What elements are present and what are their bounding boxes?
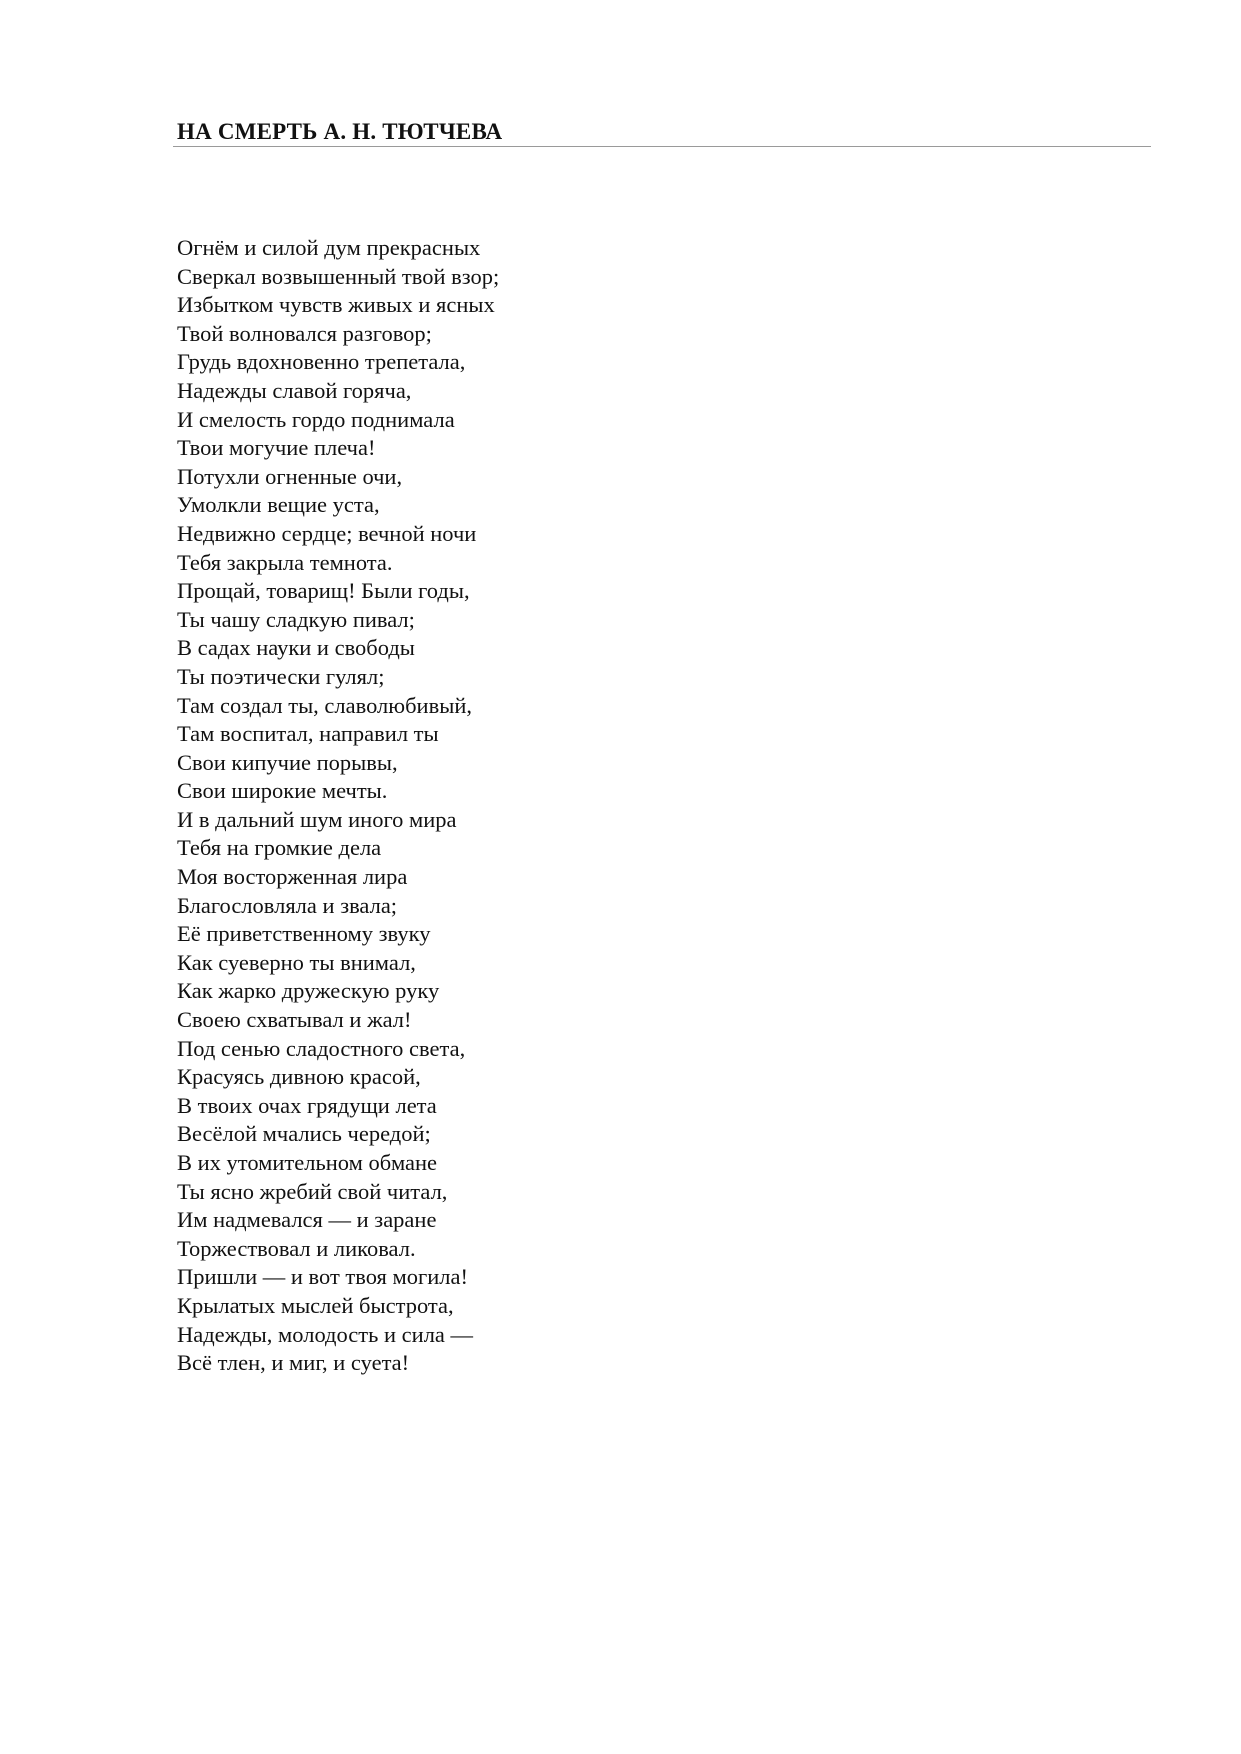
poem-line: Как суеверно ты внимал, <box>177 949 416 975</box>
poem-line: В садах науки и свободы <box>177 635 415 661</box>
poem-line: Недвижно сердце; вечной ночи <box>177 520 477 546</box>
poem-line: Торжествовал и ликовал. <box>177 1235 416 1261</box>
poem-line: В твоих очах грядущи лета <box>177 1092 437 1118</box>
poem-line: Пришли — и вот твоя могила! <box>177 1264 468 1290</box>
poem-line: Свои кипучие порывы, <box>177 749 398 775</box>
poem-line: Всё тлен, и миг, и суета! <box>177 1350 410 1376</box>
poem-line: Под сенью сладостного света, <box>177 1035 466 1061</box>
poem-line: Твой волновался разговор; <box>177 320 432 346</box>
poem-line: Весёлой мчались чередой; <box>177 1121 431 1147</box>
poem-line: Прощай, товарищ! Были годы, <box>177 578 470 604</box>
poem-line: Надежды славой горяча, <box>177 377 412 403</box>
poem-line: Тебя на громкие дела <box>177 835 382 861</box>
poem-body <box>177 234 499 1378</box>
poem-line: Там воспитал, направил ты <box>177 721 439 747</box>
poem-line: Её приветственному звуку <box>177 921 431 947</box>
title-underline <box>173 146 1151 147</box>
poem-line: Огнём и силой дум прекрасных <box>177 235 481 260</box>
poem-line: Своею схватывал и жал! <box>177 1007 412 1033</box>
poem-line: Ты чашу сладкую пивал; <box>177 606 415 632</box>
poem-line: Надежды, молодость и сила — <box>177 1321 474 1347</box>
poem-line: Моя восторженная лира <box>177 864 408 890</box>
poem-line: И смелость гордо поднимала <box>177 406 455 432</box>
poem-line: Там создал ты, славолюбивый, <box>177 692 472 718</box>
poem-line: В их утомительном обмане <box>177 1150 438 1175</box>
poem-line: Сверкал возвышенный твой взор; <box>177 263 500 289</box>
poem-line: Ты поэтически гулял; <box>177 663 385 689</box>
poem-line: Как жарко дружескую руку <box>177 978 440 1004</box>
poem-line: Ты ясно жребий свой читал, <box>177 1178 448 1204</box>
poem-line: Им надмевался — и заране <box>177 1207 437 1233</box>
poem-line: Твои могучие плеча! <box>177 435 376 461</box>
poem-line: Крылатых мыслей быстрота, <box>177 1292 454 1318</box>
poem-line: Умолкли вещие уста, <box>177 492 380 518</box>
poem-line: Потухли огненные очи, <box>177 463 403 489</box>
poem-title: НА СМЕРТЬ А. Н. ТЮТЧЕВА <box>177 119 503 144</box>
poem-line: Благословляла и звала; <box>177 892 398 918</box>
poem-line: Свои широкие мечты. <box>177 778 388 804</box>
poem-line: Красуясь дивною красой, <box>177 1064 421 1090</box>
poem-line: И в дальний шум иного мира <box>177 806 457 832</box>
poem-line: Грудь вдохновенно трепетала, <box>177 349 466 375</box>
poem-line: Тебя закрыла темнота. <box>177 549 393 575</box>
poem-line: Избытком чувств живых и ясных <box>177 292 495 318</box>
